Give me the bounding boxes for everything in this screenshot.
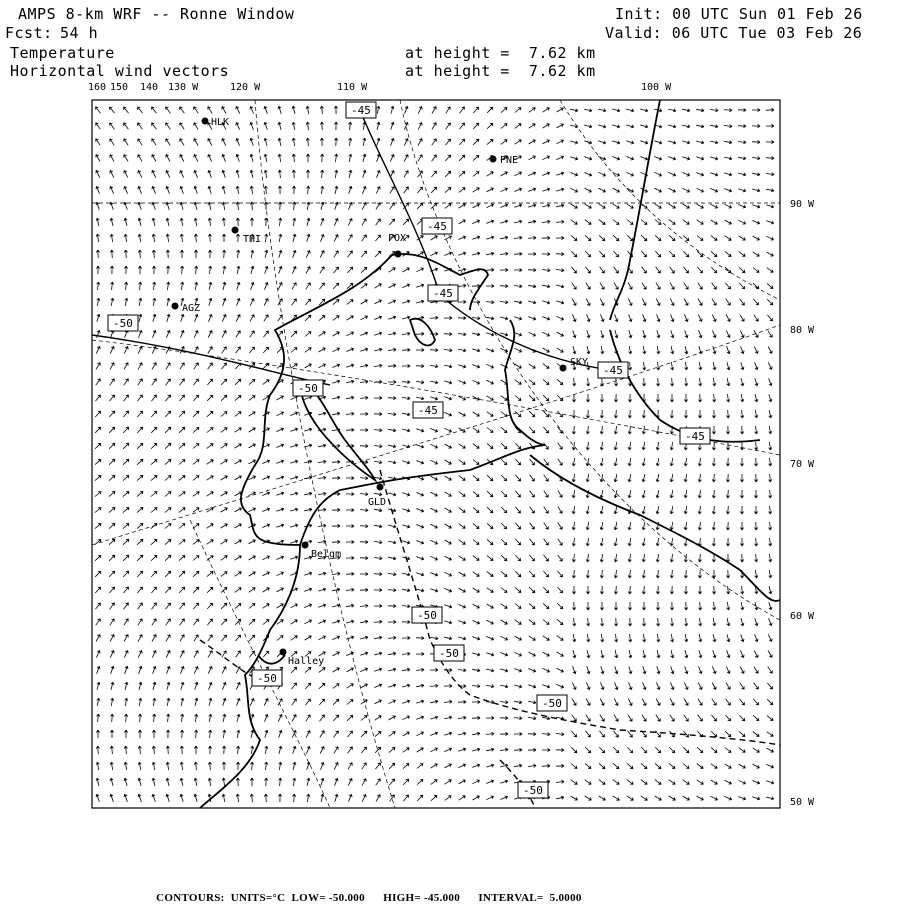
contour-label: [598, 362, 628, 378]
contour-label: [422, 218, 452, 234]
station-gld: [368, 484, 386, 509]
lon-label-100w: 100 W: [641, 82, 672, 93]
contour-label: [537, 695, 567, 711]
station-pne: [490, 155, 519, 166]
contour-label: [680, 428, 710, 444]
svg-text:-50: -50: [542, 697, 562, 710]
field1-name: Temperature: [10, 44, 115, 62]
lon-label-140: 140: [140, 82, 159, 93]
svg-text:-50: -50: [298, 382, 318, 395]
contours-label: CONTOURS:: [156, 892, 225, 904]
contour-label: [413, 402, 443, 418]
contour-legend: [150, 880, 582, 904]
lon-label-90w: 90 W: [790, 199, 815, 210]
lon-label-120w: 120 W: [230, 82, 261, 93]
forecast-label: Fcst:: [5, 24, 53, 42]
contour-label: [346, 102, 376, 118]
svg-text:Belgm: Belgm: [311, 549, 342, 560]
svg-text:THI: THI: [243, 234, 262, 245]
map-title: AMPS 8-km WRF -- Ronne Window: [18, 5, 295, 23]
lon-label-110w: 110 W: [337, 82, 368, 93]
contour-label: [518, 782, 548, 798]
station-belgm: [302, 542, 342, 561]
contour-label: [252, 670, 282, 686]
station-agz: [172, 303, 201, 315]
init-time: Init: 00 UTC Sun 01 Feb 26: [615, 5, 863, 23]
wind-vectors: [95, 106, 774, 802]
svg-text:Halley: Halley: [288, 656, 325, 667]
stations: [172, 117, 589, 667]
field1-height: at height = 7.62 km: [405, 44, 596, 62]
svg-text:PNE: PNE: [500, 155, 519, 166]
svg-text:-45: -45: [685, 430, 705, 443]
station-thi: [232, 227, 262, 246]
svg-text:-50: -50: [113, 317, 133, 330]
svg-text:-45: -45: [603, 364, 623, 377]
contour-label: [434, 645, 464, 661]
contour-low: LOW= -50.000: [291, 892, 365, 904]
svg-text:-45: -45: [427, 220, 447, 233]
contour-label: [412, 607, 442, 623]
contour-labels: [108, 102, 710, 798]
station-halley: [280, 649, 325, 668]
field2-height: at height = 7.62 km: [405, 62, 596, 80]
station-hlk: [202, 117, 230, 128]
right-lon-labels: [790, 199, 815, 808]
valid-time: Valid: 06 UTC Tue 03 Feb 26: [605, 24, 863, 42]
svg-text:-50: -50: [417, 609, 437, 622]
lon-label-80w: 80 W: [790, 325, 815, 336]
svg-text:-50: -50: [439, 647, 459, 660]
svg-text:-45: -45: [433, 287, 453, 300]
lon-label-50w: 50 W: [790, 797, 815, 808]
svg-text:-50: -50: [523, 784, 543, 797]
svg-text:AGZ: AGZ: [182, 303, 201, 314]
svg-text:-50: -50: [257, 672, 277, 685]
svg-text:HLK: HLK: [211, 117, 230, 128]
field2-name: Horizontal wind vectors: [10, 62, 230, 80]
contour-units: UNITS=°C: [230, 892, 286, 904]
contour-high: HIGH= -45.000: [383, 892, 461, 904]
svg-text:GLD: GLD: [368, 497, 387, 508]
svg-text:-45: -45: [418, 404, 438, 417]
wind-arrows: [95, 106, 774, 802]
lon-label-70w: 70 W: [790, 459, 815, 470]
svg-text:SKY: SKY: [570, 357, 589, 368]
contour-label: [108, 315, 138, 331]
lon-label-160: 160: [88, 82, 107, 93]
svg-text:-45: -45: [351, 104, 371, 117]
lon-label-130w: 130 W: [168, 82, 199, 93]
lon-label-60w: 60 W: [790, 611, 815, 622]
contour-label: [293, 380, 323, 396]
contour-label: [428, 285, 458, 301]
lon-label-150: 150: [110, 82, 129, 93]
contour-interval: INTERVAL= 5.0000: [478, 892, 582, 904]
top-lon-labels: [88, 82, 672, 93]
forecast-hour: 54 h: [60, 24, 99, 42]
svg-text:FOX: FOX: [388, 233, 407, 244]
